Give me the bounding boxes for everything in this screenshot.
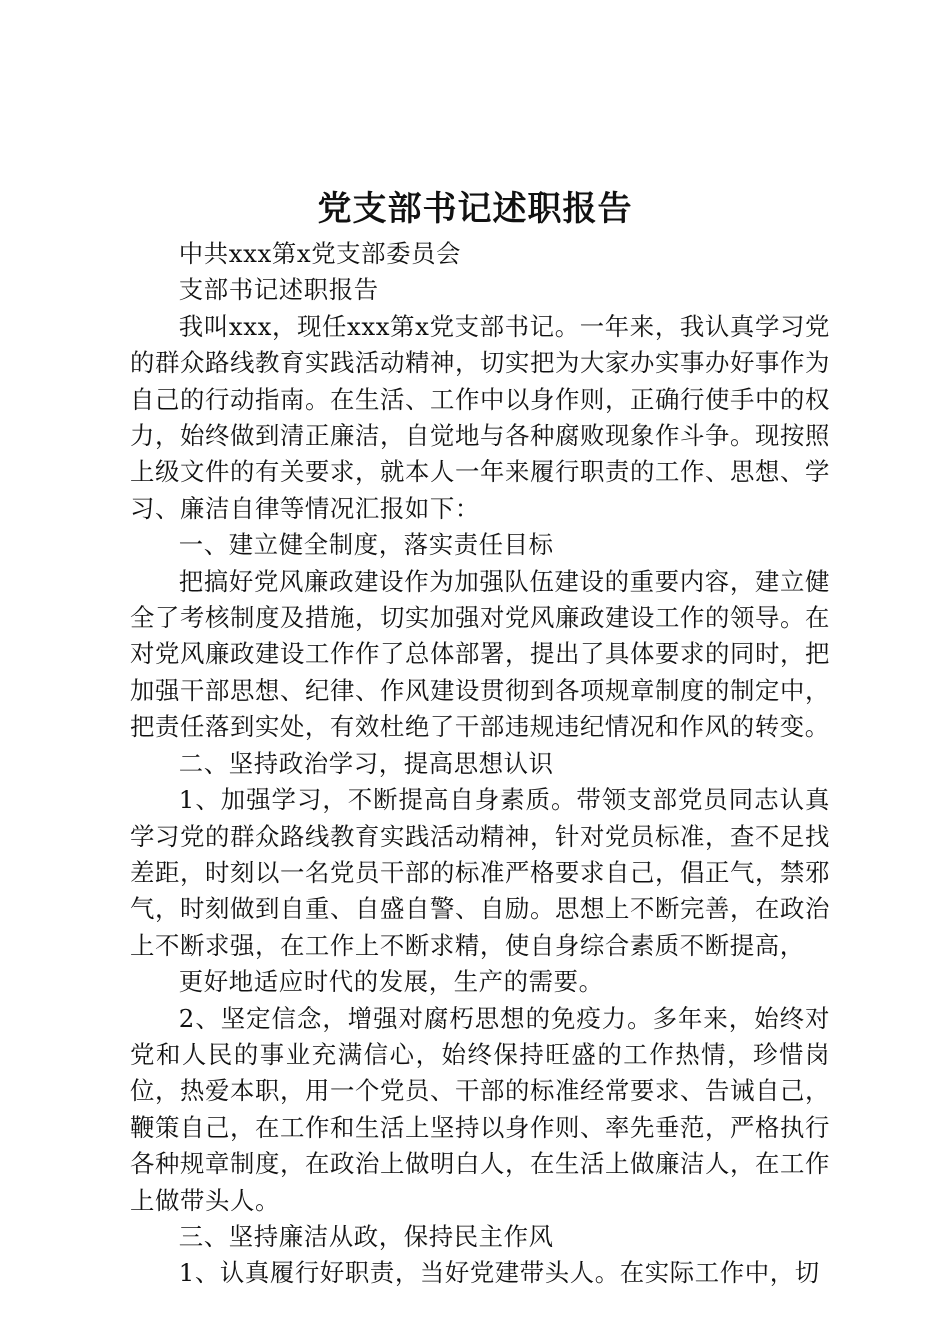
paragraph-section-2-continuation: 更好地适应时代的发展，生产的需要。 — [178, 967, 604, 997]
section-heading-3: 三、坚持廉洁从政，保持民主作风 — [178, 1221, 554, 1251]
paragraph-section-2-item-1: 1、加强学习，不断提高自身素质。带领支部党员同志认真学习党的群众路线教育实践活动精神，针对党员标准，查不足找差距，时刻以一名党员干部的标准严格要求自己，倡正气，禁邪气，时刻做到自重、自盛自警、自励。思想上不断完善，在政治上不断求强，在工作上不断求精，使自身综合素质不断提高， — [130, 785, 830, 960]
paragraph-org-name: 中共xxx第x党支部委员会 — [178, 239, 462, 268]
section-heading-2: 二、坚持政治学习，提高思想认识 — [178, 748, 554, 778]
paragraph-introduction: 我叫xxx，现任xxx第x党支部书记。一年来，我认真学习党的群众路线教育实践活动精神，切实把为大家办实事办好事作为自己的行动指南。在生活、工作中以身作则，正确行使手中的权力，始终做到清正廉洁，自觉地与各种腐败现象作斗争。现按照上级文件的有关要求，就本人一年来履行职责的工作、思想、学习、廉洁自律等情况汇报如下： — [130, 311, 830, 523]
document-title: 党支部书记述职报告 — [317, 189, 633, 229]
paragraph-section-2-item-2: 2、坚定信念，增强对腐朽思想的免疫力。多年来，始终对党和人民的事业充满信心，始终保持旺盛的工作热情，珍惜岗位，热爱本职，用一个党员、干部的标准经常要求、告诫自己，鞭策自己，在工作和生活上坚持以身作则、率先垂范，严格执行各种规章制度，在政治上做明白人，在生活上做廉洁人，在工作上做带头人。 — [130, 1003, 830, 1215]
document-body — [130, 236, 830, 1292]
paragraph-section-3-item-1: 1、认真履行好职责，当好党建带头人。在实际工作中，切 — [178, 1258, 820, 1288]
paragraph-report-subtitle: 支部书记述职报告 — [178, 275, 379, 305]
paragraph-section-1: 把搞好党风廉政建设作为加强队伍建设的重要内容，建立健全了考核制度及措施，切实加强对党风廉政建设工作的领导。在对党风廉政建设工作作了总体部署，提出了具体要求的同时，把加强干部思想、纪律、作风建设贯彻到各项规章制度的制定中，把责任落到实处，有效杜绝了干部违规违纪情况和作风的转变。 — [130, 566, 830, 742]
section-heading-1: 一、建立健全制度，落实责任目标 — [178, 530, 554, 560]
